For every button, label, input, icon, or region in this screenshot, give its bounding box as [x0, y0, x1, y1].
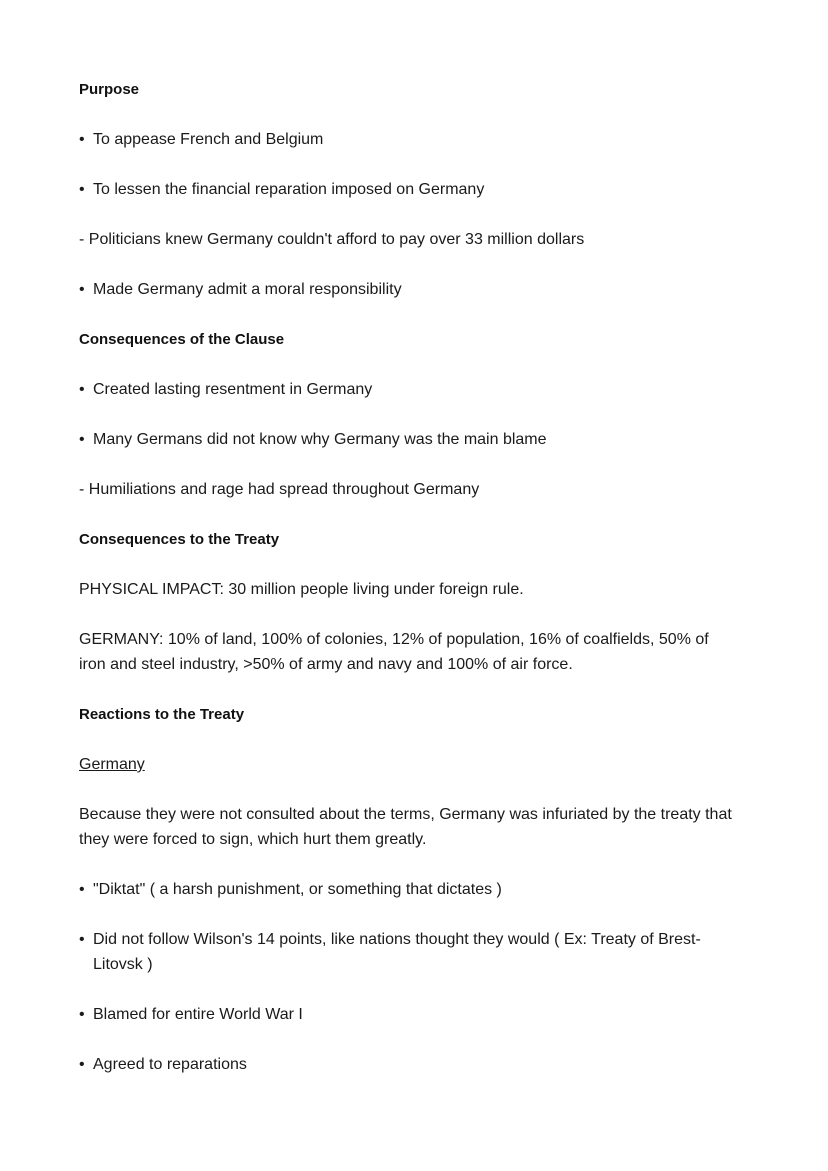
bullet-icon: •: [79, 1056, 85, 1073]
list-item: [79, 1002, 303, 1027]
bullet-icon: •: [79, 181, 85, 198]
list-item: [79, 427, 547, 452]
list-item-text: Blamed for entire World War I: [93, 1006, 303, 1023]
list-item-text: Created lasting resentment in Germany: [93, 381, 373, 398]
bullet-icon: •: [79, 1006, 85, 1023]
bullet-icon: •: [79, 281, 85, 298]
bullet-icon: •: [79, 881, 85, 898]
list-item-text: Did not follow Wilson's 14 points, like nations thought they would ( Ex: Treaty of Brest-Litovsk ): [93, 931, 701, 973]
heading-purpose: Purpose: [79, 81, 140, 98]
germany-reaction-paragraph: Because they were not consulted about the terms, Germany was infuriated by the treaty that they were forced to sign, which hurt them greatly.: [79, 806, 732, 848]
list-item-text: To appease French and Belgium: [93, 131, 324, 148]
list-item: [79, 877, 502, 902]
list-item-text: "Diktat" ( a harsh punishment, or something that dictates ): [93, 881, 502, 898]
dash-note: - Humiliations and rage had spread throughout Germany: [79, 481, 480, 498]
list-item-text: To lessen the financial reparation imposed on Germany: [93, 181, 485, 198]
list-item: [79, 1052, 247, 1077]
list-item-text: Agreed to reparations: [93, 1056, 247, 1073]
bullet-icon: •: [79, 381, 85, 398]
list-item: [79, 927, 739, 977]
bullet-icon: •: [79, 131, 85, 148]
list-item: [79, 277, 402, 302]
list-item: [79, 127, 323, 152]
list-item: [79, 177, 484, 202]
physical-impact-text: PHYSICAL IMPACT: 30 million people living under foreign rule.: [79, 581, 524, 598]
list-item-text: Many Germans did not know why Germany was the main blame: [93, 431, 547, 448]
heading-consequences-treaty: Consequences to the Treaty: [79, 531, 280, 548]
bullet-icon: •: [79, 431, 85, 448]
list-item-text: Made Germany admit a moral responsibility: [93, 281, 402, 298]
subheading-germany: Germany: [79, 756, 145, 773]
heading-reactions-treaty: Reactions to the Treaty: [79, 706, 245, 723]
heading-consequences-clause: Consequences of the Clause: [79, 331, 285, 348]
list-item: [79, 377, 372, 402]
dash-note: - Politicians knew Germany couldn't afford to pay over 33 million dollars: [79, 231, 585, 248]
bullet-icon: •: [79, 931, 85, 948]
germany-losses-text: GERMANY: 10% of land, 100% of colonies, 12% of population, 16% of coalfields, 50% of iron and steel industry, >50% of army and navy and 100% of air force.: [79, 631, 709, 673]
